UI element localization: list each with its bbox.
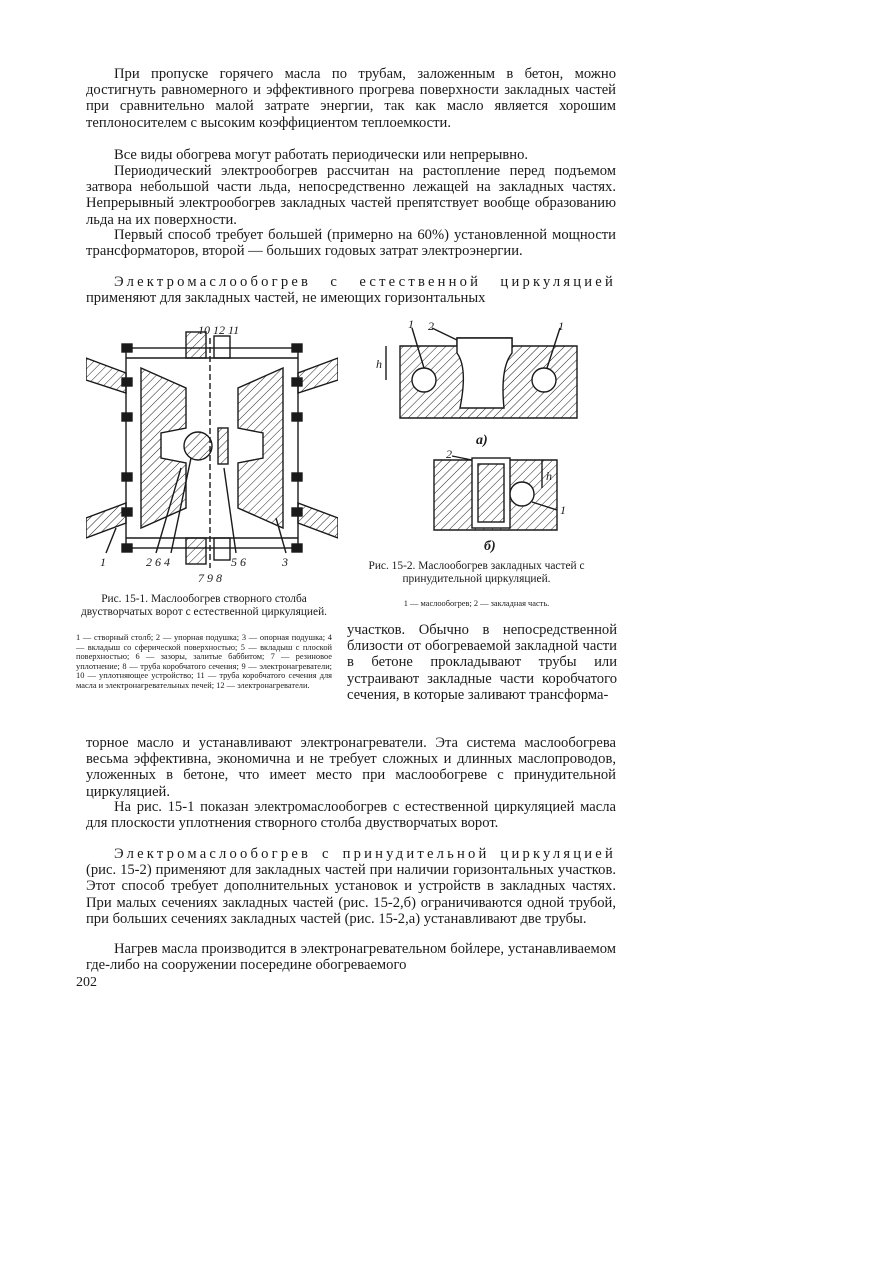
fig2-label-2: 2: [428, 319, 434, 333]
paragraph-5-continued: торное масло и устанавливают электронагреватели. Эта система маслообогрева весьма эффективна, экономична и не требует сложных и длинных маслопроводов, уложенных в бетоне, что имеет место при маслообогреве с принудительной циркуляцией.: [86, 735, 616, 800]
figure-15-2: [372, 318, 594, 558]
paragraph-7-rest: (рис. 15-2) применяют для закладных частей при наличии горизонтальных участков. Этот способ требует дополнительных установок и устройств в закладных частях. При малых сечениях закладных частей (рис. 15-2,б) ограничиваются одной трубой, при больших сечениях закладных частей (рис. 15-2,а) устанавливают две трубы.: [86, 862, 616, 927]
fig2-label-1-left: 1: [408, 318, 414, 331]
fig2-label-h: h: [376, 357, 382, 371]
figure-15-2-legend: 1 — маслообогрев; 2 — закладная часть.: [403, 599, 550, 608]
page-number: 202: [76, 975, 97, 990]
paragraph-7: [86, 846, 616, 927]
fig1-label-798: 7 9 8: [198, 571, 222, 585]
paragraph-5-rest: применяют для закладных частей, не имеющих горизонтальных: [86, 290, 486, 307]
fig1-label-3: 3: [282, 555, 288, 569]
spaced-term-forced: Электромаслообогрев с принудительной циркуляцией: [114, 846, 616, 862]
figure-15-1-caption: Рис. 15-1. Маслообогрев створного столба двустворчатых ворот с естественной циркуляцией.: [80, 593, 328, 618]
fig2-label-hb: h: [546, 469, 552, 483]
fig2-label-1-right: 1: [558, 319, 564, 333]
figure-15-1-legend: 1 — створный столб; 2 — упорная подушка; 3 — опорная подушка; 4 — вкладыш со сферической поверхностью; 5 — вкладыш с плоской поверхностью; 6 — зазоры, залитые баббитом; 7 — резиновое уплотнение; 8 — труба коробчатого сечения; 9 — электронагреватели; 10 — уплотняющее устройство; 11 — труба коробчатого сечения для масла и электронагревательных печей; 12 — электронагреватели.: [76, 633, 332, 690]
fig2-label-b: б): [484, 539, 496, 554]
fig1-label-1: 1: [100, 555, 106, 569]
paragraph-2: Все виды обогрева могут работать периодически или непрерывно.: [114, 147, 529, 163]
fig2-label-1b: 1: [560, 503, 566, 517]
paragraph-1: При пропуске горячего масла по трубам, заложенным в бетон, можно достигнуть равномерного и эффективного прогрева поверхности закладных частей при сравнительно малой затрате энергии, так как масло является хорошим теплоносителем с высоким коэффициентом теплоемкости.: [86, 66, 616, 131]
paragraph-8: Нагрев масла производится в электронагревательном бойлере, устанавливаемом где-либо на сооружении посередине обогреваемого: [86, 941, 616, 974]
paragraph-6: На рис. 15-1 показан электромаслообогрев с естественной циркуляцией масла для плоскости уплотнения створного столба двустворчатых ворот.: [86, 799, 616, 832]
side-column-text: участков. Обычно в непосредственной близости от обогреваемой закладной части в бетоне прокладывают трубы или устраивают закладные части коробчатого сечения, в которые заливают трансформа-: [347, 622, 617, 703]
fig1-label-264: 2 6 4: [146, 555, 170, 569]
paragraph-3: Периодический электрообогрев рассчитан на растопление перед подъемом затвора небольшой части льда, непосредственно лежащей на закладных частях. Непрерывный электрообогрев закладных частей препятствует вообще образованию льда на их поверхности.: [86, 163, 616, 228]
fig2-label-2b: 2: [446, 447, 452, 461]
fig1-label-56: 5 6: [231, 555, 246, 569]
paragraph-4: Первый способ требует большей (примерно на 60%) установленной мощности трансформаторов, второй — больших годовых затрат электроэнергии.: [86, 227, 616, 260]
fig1-label-top: 10 12 11: [198, 323, 240, 337]
spaced-term-natural: Электромаслообогрев с естественной циркуляцией: [114, 274, 616, 290]
paragraph-5: [86, 274, 616, 306]
figure-15-1: [86, 318, 338, 590]
fig2-label-a: а): [476, 433, 488, 448]
figure-15-2-caption: Рис. 15-2. Маслообогрев закладных частей с принудительной циркуляцией.: [368, 560, 585, 585]
